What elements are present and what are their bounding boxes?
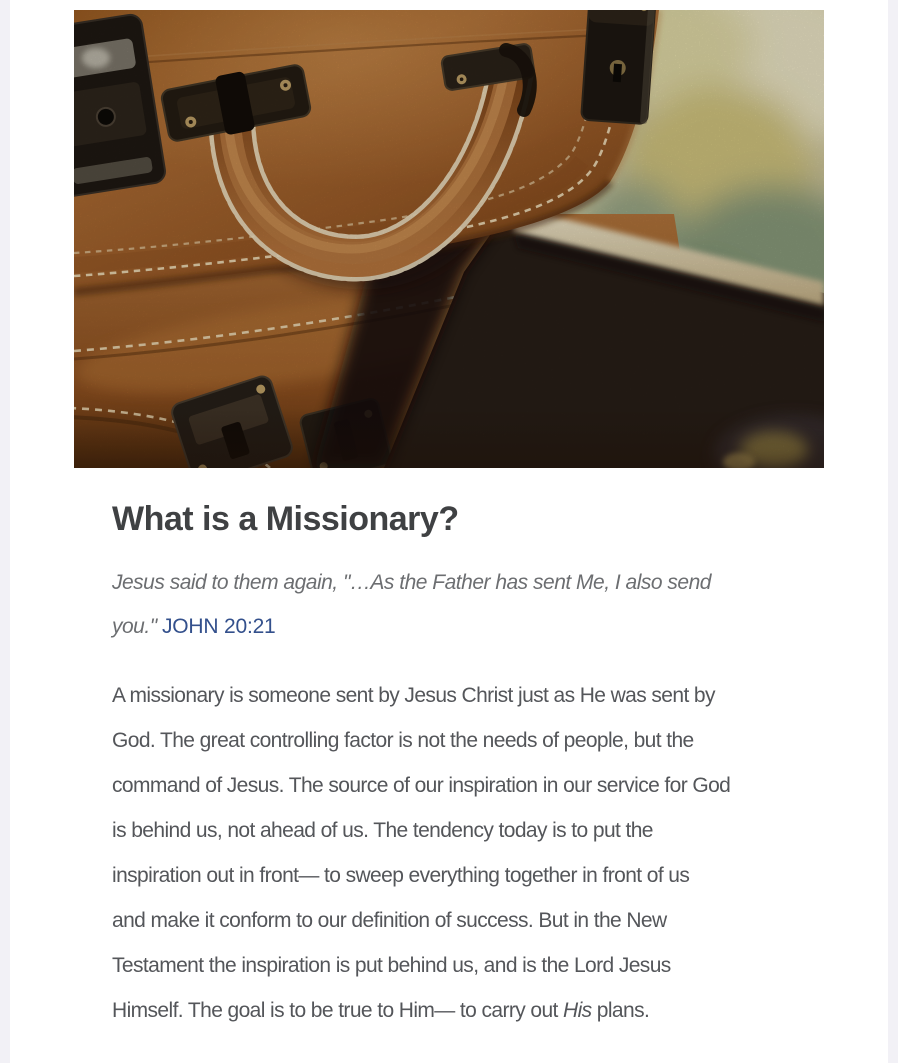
text-line <box>112 988 798 1033</box>
text-line <box>112 808 798 853</box>
text-segment: is behind us, not ahead of us. The tendency today is to put the <box>112 819 653 842</box>
text-line <box>112 605 798 649</box>
article-paragraph <box>112 673 798 1033</box>
text-segment: God. The great controlling factor is not the needs of people, but the <box>112 729 694 752</box>
text-line <box>112 853 798 898</box>
text-segment: Testament the inspiration is put behind us, and is the Lord Jesus <box>112 954 671 977</box>
article-title: What is a Missionary? <box>112 500 459 538</box>
text-line <box>112 673 798 718</box>
hero-image <box>74 10 824 468</box>
text-segment: inspiration out in front— to sweep everything together in front of us <box>112 864 690 887</box>
text-line <box>112 763 798 808</box>
text-segment: command of Jesus. The source of our inspiration in our service for God <box>112 774 731 797</box>
text-segment: you." <box>112 615 162 638</box>
text-segment: Jesus said to them again, "…As the Father has sent Me, I also send <box>112 571 711 594</box>
text-segment: Himself. The goal is to be true to Him— to carry out <box>112 999 563 1022</box>
scripture-link[interactable]: JOHN 20:21 <box>161 615 276 638</box>
text-line <box>112 943 798 988</box>
scripture-quote <box>112 561 798 649</box>
article-content <box>10 498 888 1033</box>
text-line <box>112 561 798 605</box>
text-segment: A missionary is someone sent by Jesus Christ just as He was sent by <box>112 684 715 707</box>
text-segment: and make it conform to our definition of success. But in the New <box>112 909 667 932</box>
text-line <box>112 898 798 943</box>
email-card <box>10 0 888 1063</box>
text-segment: plans. <box>591 999 650 1022</box>
text-line <box>112 718 798 763</box>
suitcases-photo <box>74 10 824 468</box>
emphasis-text: His <box>563 999 592 1022</box>
